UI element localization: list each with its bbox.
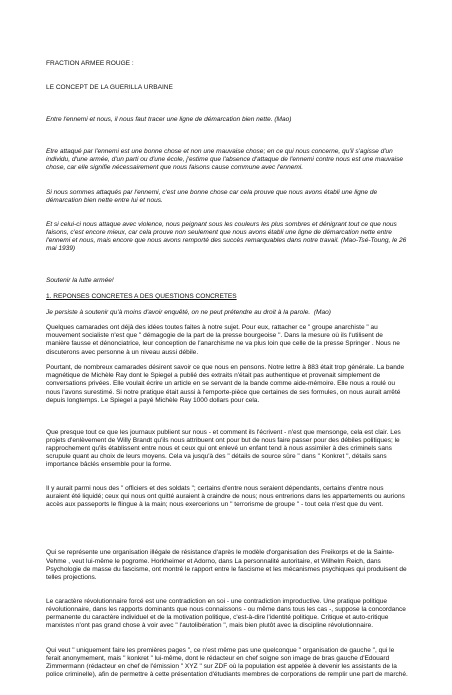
mao-quote-paragraph-2: Si nous sommes attaqués par l'ennemi, c'est une bonne chose car cela prouve que nous avons établi une ligne de démarcation bien nette entre lui et nous. [46, 188, 379, 204]
document-title [46, 44, 408, 109]
body-paragraph-2: Pourtant, de nombreux camarades désirent savoir ce que nous en pensons. Notre lettre à 883 était trop générale. La bande magnétique de Michèle Ray dont le Spiegel a publié des extraits n'était pas authentique et provenait simplement de conversations privées. Elle voulait écrire un article en se servant de la bande comme aide-mémoire. Elle nous a roulé ou nous l'avons surestimé. Si notre pratique était aussi à l'emporte-pièce que certaines de ses formules, on nous aurait arrêté depuis longtemps. Le Spiegel a payé Michèle Ray 1000 dollars pour cela. [46, 364, 406, 404]
slogan: Soutenir la lutte armée! [46, 277, 114, 285]
body-paragraph-1: Quelques camarades ont déjà des idées toutes faites à notre sujet. Pour eux, rattacher ce " groupe anarchiste " au mouvement socialiste n'est que " démagogie de la part de la presse bourgeoise ". Dans la mesure où ils l'utilisent de manière fausse et dénonciatrice, leur conception de l'anarchisme ne va plus loin que celle de la presse Springer . Nous ne discuterons avec personne à un niveau aussi débile. [46, 324, 402, 356]
body-paragraph-4: Il y aurait parmi nous des " officiers et des soldats "; certains d'entre nous seraient dépendants, certains d'entre nous auraient été liquidé; ceux qui nous ont quitté auraient à craindre de nous; nous entrerions dans les appartements ou aurions accès aux passeports le flingue à la main; nous exercerions un " terrorisme de groupe " - tout cela n'est que du vent. [46, 485, 407, 509]
body-paragraph-group-5 [46, 533, 408, 695]
section-heading: 1. REPONSES CONCRETES A DES QUESTIONS CONCRETES [46, 292, 237, 300]
epigraph-intro: Entre l'ennemi et nous, il nous faut tracer une ligne de démarcation bien nette. (Mao) [46, 116, 292, 124]
body-paragraph-5: Qui se représente une organisation illégale de résistance d'après le modèle d'organisation des Freikorps et de la Sainte-Vehme , veut lui-même le pogrome. Horkheimer et Adorno, dans La personnalité autoritaire, et Wilhelm Reich, dans Psychologie de masse du fascisme, ont montré le rapport entre le fascisme et les mécanismes psychiques qui produisent de telles projections. [46, 549, 409, 581]
title-line-1: FRACTION ARMEE ROUGE : [46, 60, 134, 68]
body-paragraph-3: Que presque tout ce que les journaux publient sur nous - et comment ils l'écrivent - n'est que mensonge, cela est clair. Les projets d'enlèvement de Willy Brandt qu'ils nous attribuent ont pour but de nous faire passer pour des débiles politiques; le rapprochement qu'ils établissent entre nous et ceux qui ont enlevé un enfant tend à nous assimiler à des criminels sans scrupule quant au choix de leurs moyens. Cela va jusqu'à des " détails de source sûre " dans " Konkret ", détails sans importance bâclés ensemble pour la forme. [46, 428, 403, 468]
mao-quote-paragraph-3: Et si celui-ci nous attaque avec violence, nous peignant sous les couleurs les plus sombres et dénigrant tout ce que nous faisons, c'est encore mieux, car cela prouve non seulement que nous avons établi une ligne de démarcation nette entre l'ennemi et nous, mais encore que nous avons remporté des succès remarquables dans notre travail. (Mao-Tsé-Toung, le 26 mai 1939) [46, 221, 409, 253]
mao-quote-block [46, 132, 408, 270]
title-line-2: LE CONCEPT DE LA GUERILLA URBAINE [46, 84, 173, 92]
body-paragraph-7: Qui veut " uniquement faire les premières pages ", ce n'est même pas une quelconque " organisation de gauche ", qui le ferait anonymement, mais " konkret " lui-même, dont le rédacteur en chef soigne son image de bras gauche d'Edouard Zimmermann (rédacteur en chef de l'émission " XYZ " sur ZDF où la population est appelée à devenir les assistants de la police criminelle), afin de permettre à cette présentation d'étudiants membres de corporations de remplir une part de marché. [46, 646, 408, 678]
body-paragraph-6: Le caractère révolutionnaire forcé est une contradiction en soi - une contradiction improductive. Une pratique politique révolutionnaire, dans les rapports dominants que nous connaissons - ou même dans tous les cas -, suppose la concordance permanente du caractère individuel et de la motivation politique, c'est-à-dire l'identité politique. Critique et auto-critique marxistes n'ont pas grand chose à voir avec " l'autolibération ", mais bien plutôt avec la discipline révolutionnaire. [46, 597, 408, 630]
mao-quote-paragraph-1: Etre attaqué par l'ennemi est une bonne chose et non une mauvaise chose; en ce qui nous concerne, qu'il s'agisse d'un individu, d'une armée, d'un parti ou d'une école, j'estime que l'absence d'attaque de l'ennemi contre nous est une mauvaise chose, car elle signifie nécessairement que nous faisons cause commune avec l'ennemi. [46, 148, 405, 172]
body-paragraph-group-3 [46, 412, 408, 525]
section-epigraph: Je persiste à soutenir qu'à moins d'avoir enquêté, on ne peut prétendre au droit à la parole. (Mao) [46, 308, 331, 316]
